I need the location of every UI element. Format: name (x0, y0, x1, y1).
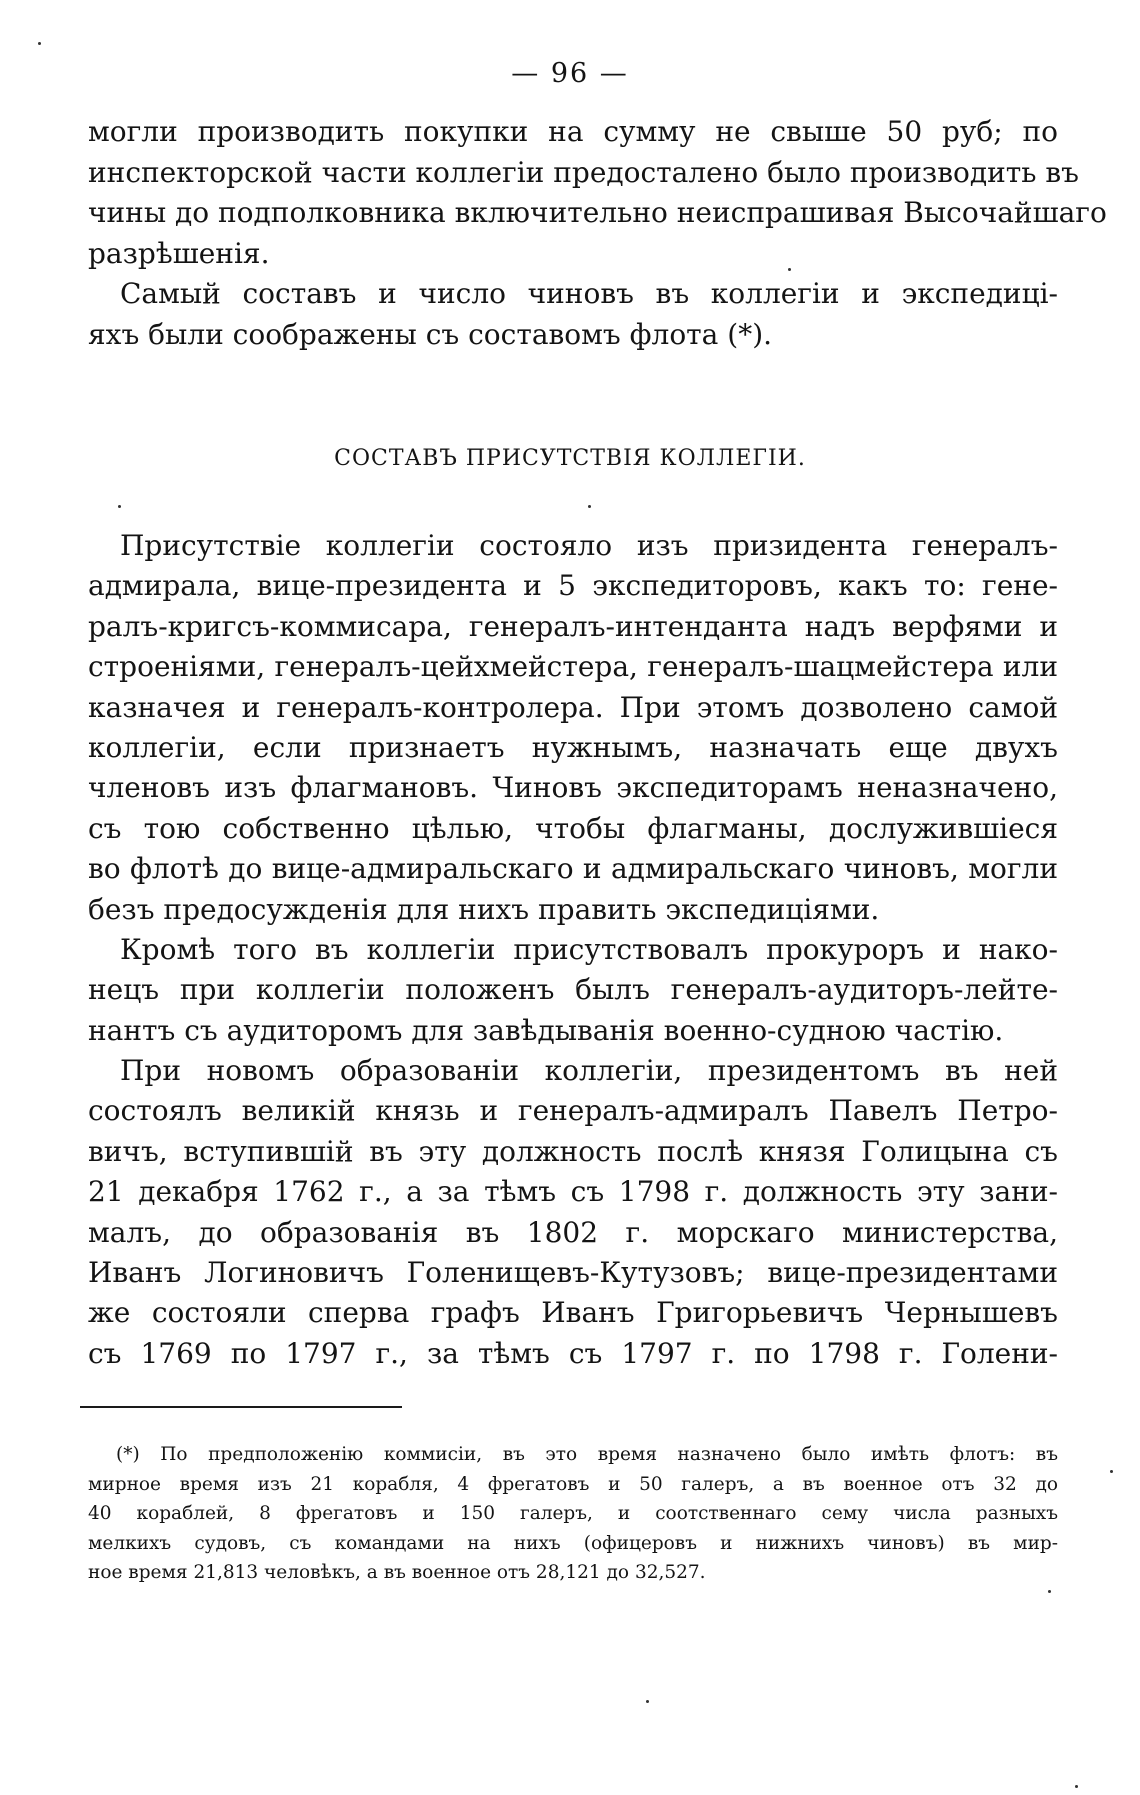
text-line: инспекторской части коллегіи предосталено было производить въ (88, 155, 1079, 189)
text-line: нантъ съ аудиторомъ для завѣдыванія военно-судною частію. (88, 1013, 1004, 1047)
text-line: съ 1769 по 1797 г., за тѣмъ съ 1797 г. по 1798 г. Голени- (88, 1336, 1058, 1370)
scan-speck (1110, 1470, 1113, 1473)
footnote (88, 1440, 1058, 1588)
footnote-line: (*) По предположенію коммисіи, въ это время назначено было имѣть флотъ: въ (116, 1444, 1058, 1465)
text-line: могли производить покупки на сумму не свыше 50 руб; по (88, 115, 1058, 148)
text-line: нецъ при коллегіи положенъ былъ генералъ-аудиторъ-лейте- (88, 973, 1058, 1007)
text-line: же состояли сперва графъ Иванъ Григорьевичъ Чернышевъ (88, 1296, 1058, 1330)
text-line: во флотѣ до вице-адмиральскаго и адмиральскаго чиновъ, могли (88, 852, 1058, 886)
page-number: — 96 — (511, 58, 629, 89)
text-line: разрѣшенія. (88, 236, 270, 270)
text-line: чины до подполковника включительно неиспрашивая Высочайшаго (88, 196, 1107, 229)
text-line: казначея и генералъ-контролера. При этомъ дозволено самой (88, 690, 1058, 724)
text-line: малъ, до образованія въ 1802 г. морскаго министерства, (88, 1215, 1058, 1249)
scan-speck (1048, 1590, 1051, 1593)
text-line: состоялъ великій князь и генералъ-адмиралъ Павелъ Петро- (88, 1094, 1058, 1128)
section-heading: СОСТАВЪ ПРИСУТСТВІЯ КОЛЛЕГІИ. (334, 446, 806, 471)
text-line: безъ предосужденія для нихъ править экспедиціями. (88, 892, 880, 926)
section-body (88, 526, 1058, 1374)
text-line: Кромѣ того въ коллегіи присутствовалъ прокуроръ и нако- (120, 932, 1058, 966)
text-line: вичъ, вступившій въ эту должность послѣ князя Голицына съ (88, 1134, 1058, 1168)
text-line: 21 декабря 1762 г., а за тѣмъ съ 1798 г. должность эту зани- (88, 1175, 1058, 1209)
intro-text (88, 112, 1107, 355)
text-line: съ тою собственно цѣлью, чтобы флагманы, дослужившіеся (88, 811, 1058, 845)
footnote-line: ное время 21,813 человѣкъ, а въ военное отъ 28,121 до 32,527. (88, 1562, 706, 1583)
scan-speck (1075, 1785, 1078, 1788)
text-line: ралъ-кригсъ-коммисара, генералъ-интенданта надъ верфями и (88, 609, 1058, 643)
scan-speck (588, 505, 591, 508)
text-line: яхъ были соображены съ составомъ флота (*). (88, 317, 773, 351)
footnote-line: мелкихъ судовъ, съ командами на нихъ (офицеровъ и нижнихъ чиновъ) въ мир- (88, 1532, 1058, 1554)
scan-speck (118, 505, 121, 508)
footnote-divider (80, 1406, 402, 1408)
footnote-line: 40 кораблей, 8 фрегатовъ и 150 галеръ, и соотственнаго сему числа разныхъ (88, 1503, 1058, 1524)
text-line: Присутствіе коллегіи состояло изъ призидента генералъ- (120, 529, 1058, 562)
scan-speck (788, 268, 791, 271)
text-line: строеніями, генералъ-цейхмейстера, генералъ-шацмейстера или (88, 650, 1058, 684)
scan-speck (646, 1700, 649, 1703)
text-line: адмирала, вице-президента и 5 экспедиторовъ, какъ то: гене- (88, 569, 1058, 603)
text-line: Самый составъ и число чиновъ въ коллегіи и экспедиці- (120, 277, 1058, 310)
text-line: коллегіи, если признаетъ нужнымъ, назначать еще двухъ (88, 730, 1058, 764)
text-line: Иванъ Логиновичъ Голенищевъ-Кутузовъ; вице-президентами (88, 1256, 1058, 1290)
text-line: При новомъ образованіи коллегіи, президентомъ въ ней (120, 1054, 1058, 1088)
footnote-line: мирное время изъ 21 корабля, 4 фрегатовъ и 50 галеръ, а въ военное отъ 32 до (88, 1473, 1058, 1495)
text-line: членовъ изъ флагмановъ. Чиновъ экспедиторамъ неназначено, (88, 771, 1058, 805)
scan-speck (38, 42, 41, 45)
